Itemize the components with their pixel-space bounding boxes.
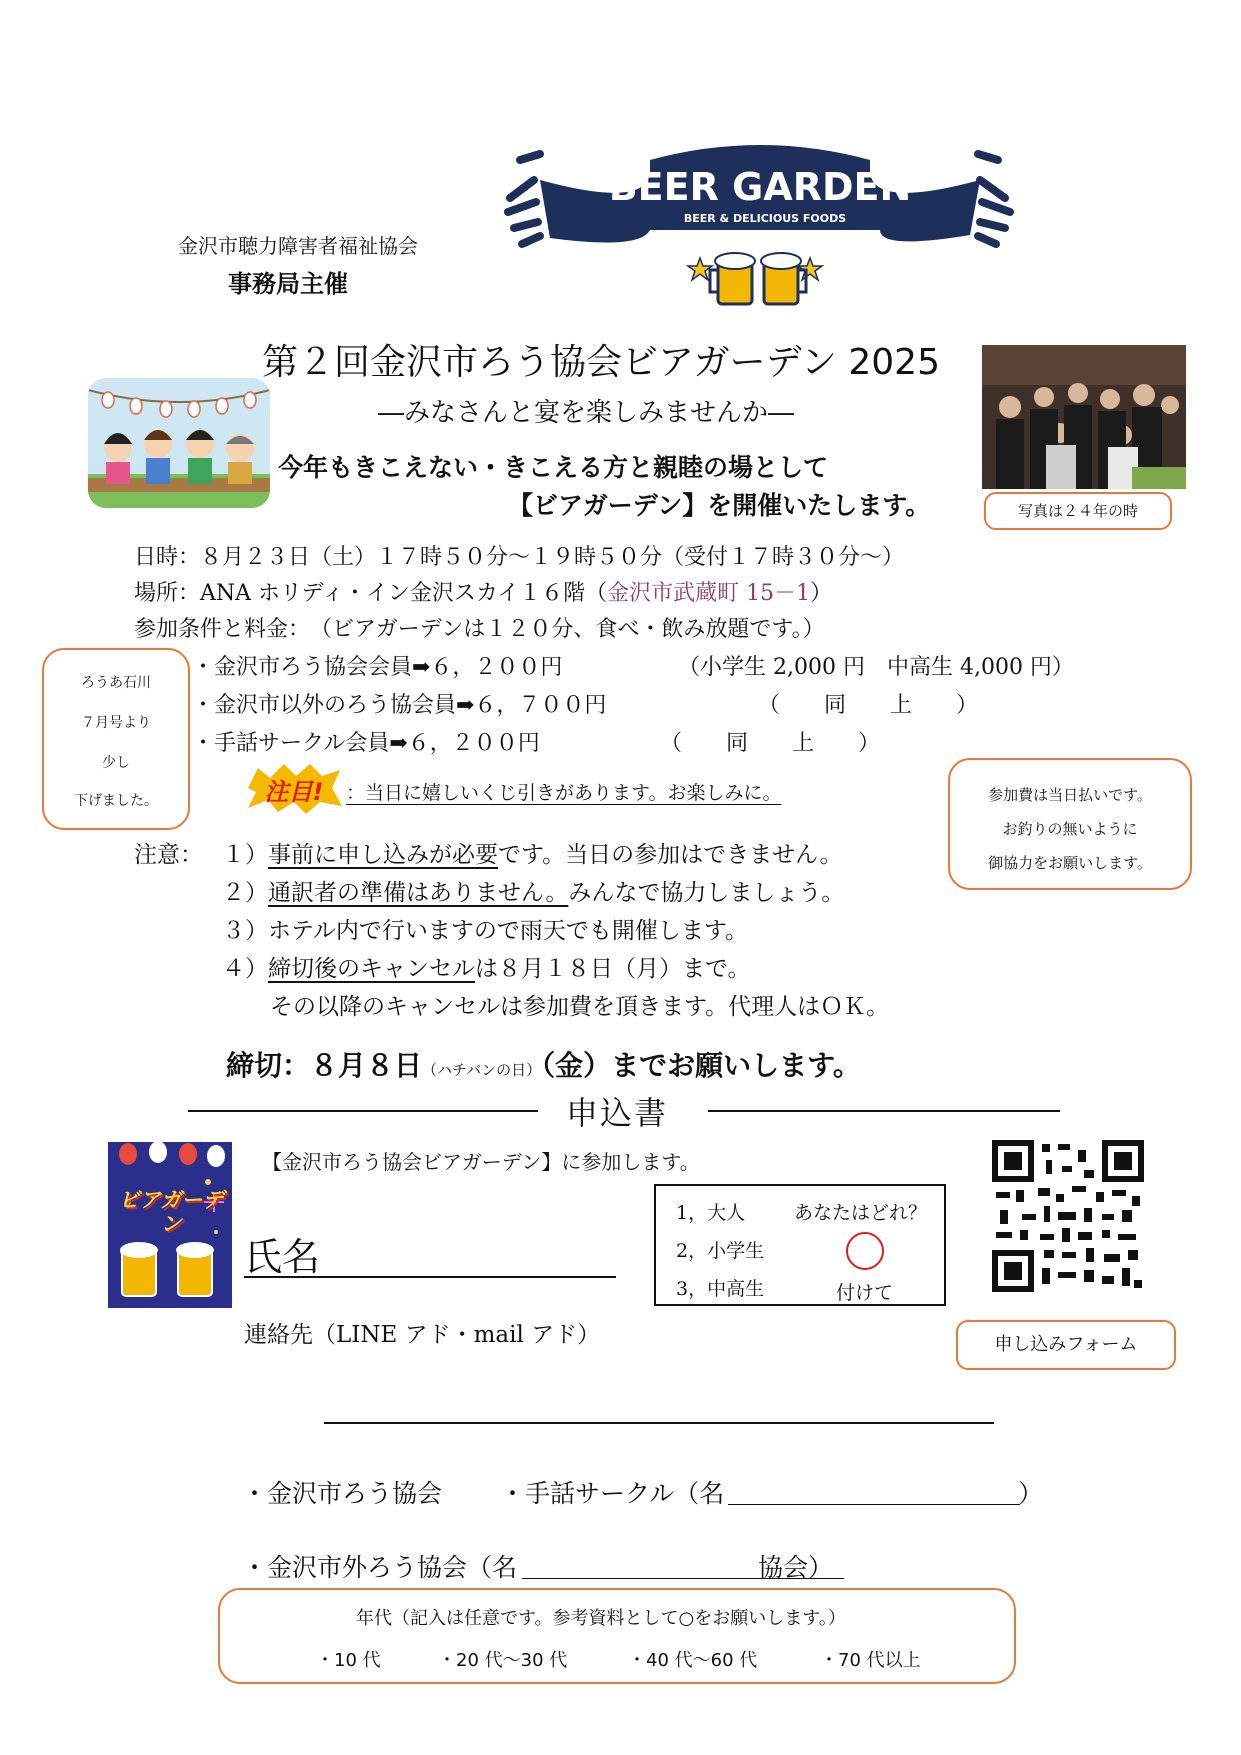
affiliation-outside[interactable]: ・金沢市外ろう協会（名 bbox=[242, 1553, 518, 1582]
age-option-10s[interactable]: ・10 代 bbox=[316, 1650, 381, 1671]
deadline-date: 締切：８月８日 bbox=[226, 1049, 423, 1082]
cheering-hand-icon bbox=[508, 154, 540, 244]
price-change-line: ろうあ石川 bbox=[81, 675, 151, 691]
logo-subtitle: BEER & DELICIOUS FOODS bbox=[683, 212, 847, 225]
poster-title: ビアガーデン bbox=[118, 1188, 224, 1236]
circle-name-field[interactable] bbox=[728, 1504, 1020, 1505]
note-text: は８月１８日（月）まで。 bbox=[475, 956, 751, 982]
beer-garden-poster bbox=[108, 1142, 232, 1308]
payment-note bbox=[948, 758, 1192, 890]
affiliation-sign-circle-end: ） bbox=[1018, 1479, 1044, 1508]
event-place-suffix: ） bbox=[810, 581, 833, 606]
event-place-address: 金沢市武蔵町 15－1 bbox=[607, 581, 811, 606]
qr-code[interactable] bbox=[992, 1140, 1144, 1292]
note-item-1 bbox=[222, 836, 843, 869]
photo-caption-box bbox=[984, 492, 1172, 530]
payment-note-line: お釣りの無いように bbox=[1002, 820, 1138, 838]
mark-label: 付けて bbox=[836, 1282, 894, 1304]
which-are-you-label: あなたはどれ？ bbox=[794, 1202, 928, 1224]
payment-note-line: 御協力をお願いします。 bbox=[988, 854, 1152, 872]
fee-other-member-note: （ 同 上 ） bbox=[758, 693, 979, 718]
event-subtitle: ―みなさんと宴を楽しみませんか― bbox=[378, 398, 795, 428]
note-item-2 bbox=[222, 874, 844, 907]
note-continuation: その以降のキャンセルは参加費を頂きます。代理人はＯＫ。 bbox=[270, 994, 890, 1020]
note-number: ３） bbox=[222, 918, 268, 944]
note-text: ホテル内で行いますので雨天でも開催します。 bbox=[268, 918, 749, 944]
note-text: です。当日の参加はできません。 bbox=[498, 842, 843, 868]
fee-member: ・金沢市ろう協会会員➡６，２００円 bbox=[192, 655, 563, 680]
affiliation-sign-circle[interactable]: ・手話サークル（名 bbox=[500, 1479, 725, 1508]
age-option-70s-plus[interactable]: ・70 代以上 bbox=[820, 1650, 921, 1671]
note-emphasis: 事前に申し込みが必要 bbox=[268, 842, 498, 868]
age-group-title: 年代（記入は任意です。参考資料として○をお願いします。） bbox=[356, 1608, 846, 1629]
beer-mug-icon bbox=[120, 1242, 158, 1296]
category-selection-box bbox=[654, 1184, 946, 1306]
price-change-line: 下げました。 bbox=[74, 793, 158, 809]
note-item-3 bbox=[222, 912, 748, 945]
deadline-rest: （金）までお願いします。 bbox=[541, 1049, 861, 1082]
event-date: 日時：８月２３日（土）１７時５０分～１９時５０分（受付１７時３０分～） bbox=[134, 545, 905, 570]
note-number: ２） bbox=[222, 880, 268, 906]
deadline-nickname: （ハチバンの日） bbox=[422, 1061, 542, 1079]
note-number: １） bbox=[222, 842, 268, 868]
application-form-label: 申し込みフォーム bbox=[994, 1334, 1138, 1355]
intro-line-1: 今年もきこえない・きこえる方と親睦の場として bbox=[278, 453, 829, 482]
cheering-hand-icon bbox=[978, 154, 1010, 244]
organizer-name: 金沢市聴力障害者福祉協会 bbox=[178, 234, 418, 258]
form-statement: 【金沢市ろう協会ビアガーデン】に参加します。 bbox=[262, 1150, 700, 1174]
fee-other-member: ・金沢市以外のろう協会員➡６，７００円 bbox=[192, 693, 607, 718]
contact-label: 連絡先（LINE アド・mail アド） bbox=[244, 1322, 601, 1348]
contact-field[interactable] bbox=[324, 1422, 994, 1424]
note-emphasis: 通訳者の準備はありません。 bbox=[268, 880, 569, 906]
age-group-box bbox=[218, 1588, 1016, 1684]
intro-line-2: 【ビアガーデン】を開催いたします。 bbox=[508, 491, 931, 520]
heading-rule-left bbox=[188, 1110, 538, 1112]
category-option-elementary[interactable]: 2，小学生 bbox=[676, 1240, 765, 1262]
attention-badge bbox=[244, 762, 344, 814]
friends-toasting-illustration bbox=[88, 378, 270, 508]
participation-conditions: 参加条件と料金： （ビアガーデンは１２０分、食べ・飲み放題です。） bbox=[134, 617, 825, 642]
last-year-photo bbox=[982, 345, 1186, 489]
event-place-prefix: 場所：ANA ホリディ・イン金沢スカイ１６階（ bbox=[134, 581, 608, 606]
event-title: 第２回金沢市ろう協会ビアガーデン 2025 bbox=[262, 342, 940, 383]
attention-badge-label: 注目! bbox=[264, 778, 324, 806]
star-icon bbox=[688, 258, 712, 280]
age-option-40s-60s[interactable]: ・40 代～60 代 bbox=[628, 1650, 758, 1671]
price-change-line: ７月号より bbox=[81, 715, 151, 731]
heading-rule-right bbox=[708, 1110, 1060, 1112]
age-option-20s-30s[interactable]: ・20 代～30 代 bbox=[438, 1650, 568, 1671]
price-change-line: 少し bbox=[102, 755, 130, 771]
beer-mug-icon bbox=[176, 1242, 214, 1296]
affiliation-outside-end: 協会） bbox=[758, 1553, 834, 1582]
application-form-link[interactable] bbox=[956, 1320, 1176, 1370]
note-text: みんなで協力しましょう。 bbox=[568, 880, 845, 906]
note-number: ４） bbox=[222, 956, 268, 982]
red-circle-icon bbox=[846, 1232, 884, 1270]
name-label: 氏名 bbox=[244, 1235, 321, 1279]
beer-mug-icon bbox=[710, 253, 755, 304]
deadline bbox=[226, 1044, 861, 1084]
price-change-note bbox=[42, 648, 190, 830]
fee-circle-member-note: （ 同 上 ） bbox=[660, 731, 881, 756]
category-option-adult[interactable]: 1，大人 bbox=[676, 1202, 746, 1224]
photo-caption: 写真は２４年の時 bbox=[1017, 502, 1138, 520]
form-heading: 申込書 bbox=[566, 1094, 669, 1132]
fee-circle-member: ・手話サークル会員➡６，２００円 bbox=[192, 731, 540, 756]
payment-note-line: 参加費は当日払いです。 bbox=[988, 786, 1152, 804]
note-emphasis: 締切後のキャンセル bbox=[268, 956, 475, 982]
attention-text: ：当日に嬉しいくじ引きがあります。お楽しみに。 bbox=[346, 782, 782, 804]
category-option-junior-high[interactable]: 3，中高生 bbox=[676, 1278, 765, 1300]
name-field[interactable] bbox=[244, 1276, 616, 1278]
affiliation-kanazawa[interactable]: ・金沢市ろう協会 bbox=[242, 1479, 443, 1508]
fee-member-note: （小学生 2,000 円 中高生 4,000 円） bbox=[678, 655, 1074, 680]
beer-mug-icon bbox=[761, 253, 806, 304]
event-place bbox=[134, 576, 832, 607]
logo-title: BEER GARDEN bbox=[608, 165, 912, 209]
notes-prefix: 注意： bbox=[134, 842, 203, 868]
organizer-role: 事務局主催 bbox=[228, 270, 348, 298]
note-item-4 bbox=[222, 950, 751, 983]
beer-garden-logo bbox=[500, 140, 1020, 320]
